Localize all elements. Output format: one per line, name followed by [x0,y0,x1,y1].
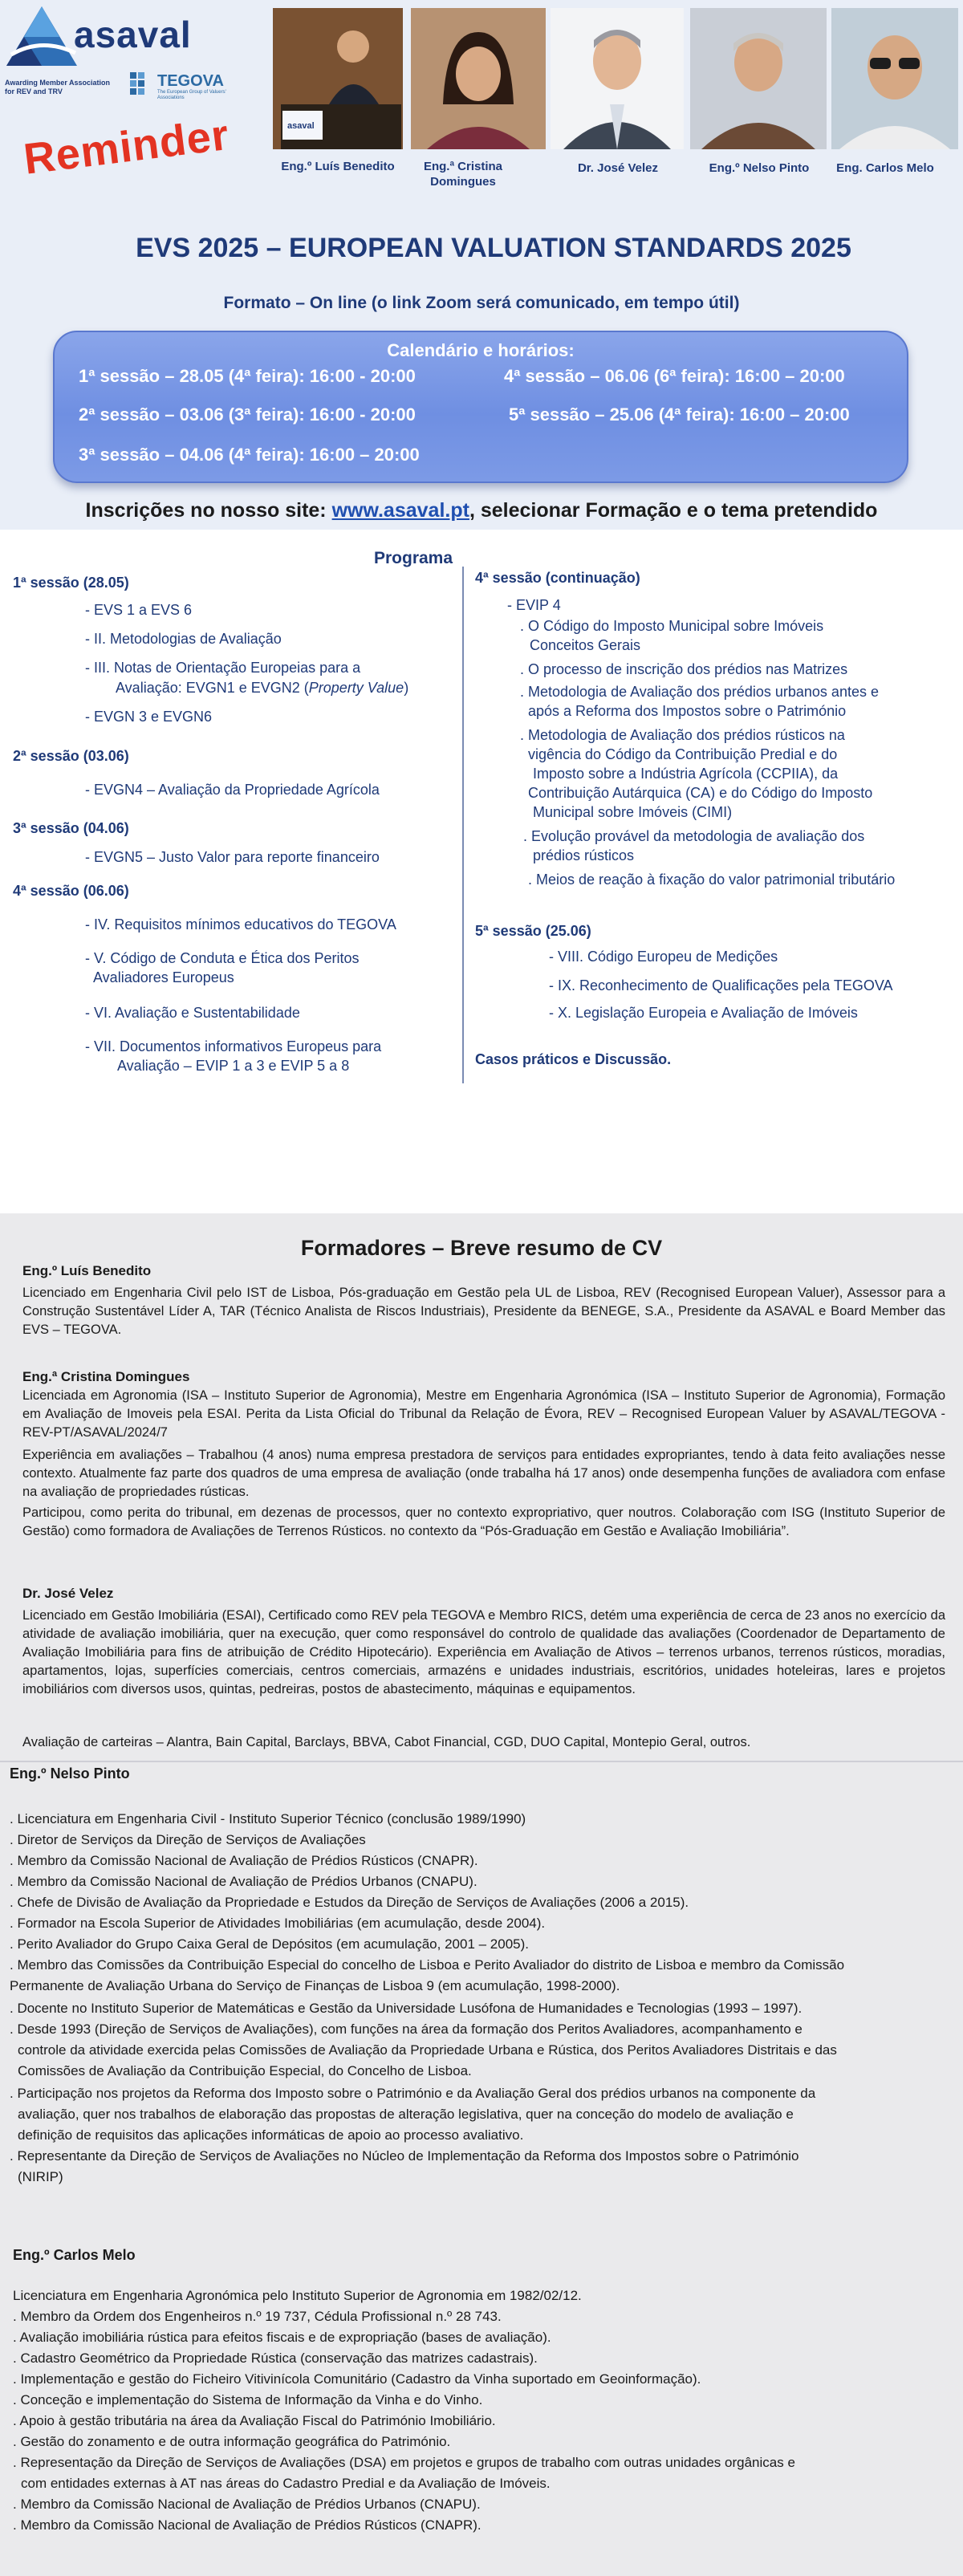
session-4-item: - VII. Documentos informativos Europeus para [85,1038,382,1054]
session-1-item-text: Avaliação: EVGN1 e EVGN2 ( [116,680,309,696]
evip4-item: Municipal sobre Imóveis (CIMI) [533,804,733,820]
session-4-item: - IV. Requisitos mínimos educativos do TEGOVA [85,916,396,932]
session-4-item: Avaliação – EVIP 1 a 3 e EVIP 5 a 8 [117,1058,350,1074]
evip4-item: vigência do Código da Contribuição Predial e do [528,746,838,762]
session-1-item: - III. Notas de Orientação Europeias para a [85,660,361,676]
session-1-item: - EVS 1 a EVS 6 [85,602,193,618]
tegova-logo-mark [128,69,152,101]
cv-line-pinto: . Diretor de Serviços da Direção de Serviços de Avaliações [10,1832,366,1847]
evip4-item: Conceitos Gerais [530,637,641,653]
asaval-wordmark: asaval [74,14,192,55]
session-2-item: - EVGN4 – Avaliação da Propriedade Agrícola [85,782,380,798]
speaker-photo-benedito [273,8,403,149]
cv-text-velez: Licenciado em Gestão Imobiliária (ESAI), Certificado como REV pela TEGOVA e Membro RICS, detém uma experiência de cerca de 23 anos no exercício da atividade de avaliação imobiliária, quer na execução, quer como responsável do controlo de qualidade das avaliações (Coordenador de Departamento de Avaliação Imobiliária para fins de atribuição de Crédito Hipotecário). Experiência em Avaliação de Ativos – terrenos urbanos, terrenos rústicos, moradias, apartamentos, lojas, superfícies comerciais, centros comerciais, armazéns e unidades industriais, escritórios, unidades hoteleiras, lares e projetos imobiliários com diversos usos, quintas, pedreiras, postos de abastecimento, máquinas e equipamentos. [22,1608,945,1696]
cv-line-melo: . Avaliação imobiliária rústica para efeitos fiscais e de expropriação (bases de avaliação). [13,2330,551,2345]
speaker-photo-melo [831,8,958,149]
cv-line-pinto: Permanente de Avaliação Urbana do Serviço de Finanças de Lisboa 9 (em acumulação, 1998-2000). [10,1978,620,1993]
session-4-continuation-heading: 4ª sessão (continuação) [475,570,640,586]
cv-line-pinto: . Membro da Comissão Nacional de Avaliação de Prédios Urbanos (CNAPU). [10,1874,477,1889]
cv-line-melo: . Membro da Comissão Nacional de Avaliação de Prédios Urbanos (CNAPU). [13,2497,481,2512]
subscription-text: Inscrições no nosso site: [85,499,332,522]
calendar-box [53,331,908,483]
evip4-item: . Metodologia de Avaliação dos prédios urbanos antes e [520,684,879,700]
cv-text-domingues: Licenciada em Agronomia (ISA – Instituto Superior de Agronomia), Mestre em Engenharia Agronómica (ISA – Instituto Superior de Agronomia), Formação em Avaliação de Imoveis pela ESAI. Perita da Lista Oficial do Tribunal da Relação de Évora, REV – Recognised European Valuer by ASAVAL/TEGOVA - REV-PT/ASAVAL/2024/7 [22,1388,945,1440]
cv-line-pinto: Comissões de Avaliação da Contribuição Especial, do Concelho de Lisboa. [18,2063,472,2078]
asaval-tagline: Awarding Member Association [5,79,111,87]
asaval-tagline-2: for REV and TRV [5,87,63,95]
cv-line-melo: . Implementação e gestão do Ficheiro Vitivinícola Comunitário (Cadastro da Vinha suportado em Geoinformação). [13,2371,701,2387]
session-5-item: - X. Legislação Europeia e Avaliação de Imóveis [549,1005,858,1021]
cv-line-pinto: . Formador na Escola Superior de Atividades Imobiliárias (em acumulação, desde 2004). [10,1916,546,1931]
page-title: EVS 2025 – EUROPEAN VALUATION STANDARDS 2025 [136,233,851,263]
calendar-session-5: 5ª sessão – 25.06 (4ª feira): 16:00 – 20:00 [509,404,850,425]
calendar-session-1: 1ª sessão – 28.05 (4ª feira): 16:00 - 20:00 [79,366,416,386]
evip4-item: . Metodologia de Avaliação dos prédios rústicos na [520,727,845,743]
cv-line-pinto: . Representante da Direção de Serviços de Avaliações no Núcleo de Implementação da Reforma dos Impostos sobre o Património [10,2148,799,2164]
evip4-item: após a Reforma dos Impostos sobre o Património [528,703,847,719]
cv-name-melo: Eng.º Carlos Melo [13,2247,136,2263]
calendar-title: Calendário e horários: [387,340,575,360]
session-1-item: - II. Metodologias de Avaliação [85,631,282,647]
speaker-photo-pinto [690,8,827,149]
cv-line-pinto: controle da atividade exercida pelas Comissões de Avaliação da Propriedade Urbana e Rústica, dos Peritos Avaliadores Distritais e das [18,2042,837,2058]
svg-text:asaval: asaval [287,121,315,131]
cv-line-pinto: . Docente no Instituto Superior de Matemáticas e Gestão da Universidade Lusófona de Humanidades e Tecnologias (1993 – 1997). [10,2001,802,2016]
session-4-item: - VI. Avaliação e Sustentabilidade [85,1005,300,1021]
cv-line-melo: . Gestão do zonamento e de outra informação geográfica do Património. [13,2434,451,2449]
cv-line-melo: Licenciatura em Engenharia Agronómica pelo Instituto Superior de Agronomia em 1982/02/12. [13,2288,582,2303]
cv-text-domingues-3: Participou, como perita do tribunal, em dezenas de processos, quer no contexto expropriativo, quer noutros. Colaboração com ISG (Instituto Superior de Gestão) como formadora de Avaliações de Terrenos Rústicos. no contexto da “Pós-Graduação em Gestão e Avaliação Imobiliária”. [22,1505,945,1538]
speaker-caption-benedito: Eng.º Luís Benedito [281,160,395,173]
cv-line-pinto: . Membro da Comissão Nacional de Avaliação de Prédios Rústicos (CNAPR). [10,1853,478,1868]
speaker-photo-domingues [411,8,546,149]
session-4-item: Avaliadores Europeus [93,969,234,985]
evip4-item: . O processo de inscrição dos prédios nas Matrizes [520,661,848,677]
tegova-wordmark: TEGOVA [157,72,224,90]
session-1-item-italic: Property Value [308,680,404,696]
cv-line-pinto: . Participação nos projetos da Reforma dos Imposto sobre o Património e da Avaliação Geral dos prédios urbanos na componente da [10,2086,816,2101]
cv-line-pinto: . Desde 1993 (Direção de Serviços de Avaliações), com funções na área da formação dos Peritos Avaliadores, acompanhamento e [10,2021,802,2037]
cv-line-melo: . Membro da Ordem dos Engenheiros n.º 19 737, Cédula Profissional n.º 28 743. [13,2309,502,2324]
session-5-heading: 5ª sessão (25.06) [475,923,591,939]
session-5-item: - IX. Reconhecimento de Qualificações pela TEGOVA [549,977,893,993]
cv-line-pinto: . Membro das Comissões da Contribuição Especial do concelho de Lisboa e Perito Avaliador do distrito de Lisboa e membro da Comissão [10,1957,845,1973]
session-2-heading: 2ª sessão (03.06) [13,748,129,764]
cv-text-benedito: Licenciado em Engenharia Civil pelo IST de Lisboa, Pós-graduação em Gestão pela UL de Lisboa, REV (Recognised European Valuer), Assessor para a Construção Sustentável Líder A, TAR (Técnico Analista de Riscos Industriais), Presidente da BENEGE, S.A., Presidente da ASAVAL e Board Member das EVS – TEGOVA. [22,1286,945,1337]
reminder-label: Reminder [21,110,232,184]
asaval-site-link[interactable]: www.asaval.pt [331,499,469,522]
session-1-item [116,678,408,697]
cv-text-domingues-2: Experiência em avaliações – Trabalhou (4 anos) numa empresa prestadora de serviços para entidades expropriantes, tendo à data feito avaliações nesse contexto. Atualmente faz parte dos quadros de uma empresa de avaliação (onde trabalha há 17 anos) onde desempenha funções de avaliadora com enfase na avaliação de propriedades rústicas. [22,1448,945,1499]
cv-line-pinto: . Licenciatura em Engenharia Civil - Instituto Superior Técnico (conclusão 1989/1990) [10,1811,526,1826]
evip4-item: Imposto sobre a Indústria Agrícola (CCPIIA), da [533,766,839,782]
cv-line-melo: . Cadastro Geométrico da Propriedade Rústica (conservação das matrizes cadastrais). [13,2350,538,2366]
speaker-photo-velez [551,8,684,149]
speaker-caption-velez: Dr. José Velez [577,161,659,175]
calendar-session-2: 2ª sessão – 03.06 (3ª feira): 16:00 - 20:00 [79,404,416,425]
evip4-item: - EVIP 4 [507,597,561,613]
format-line: Formato – On line (o link Zoom será comunicado, em tempo útil) [223,294,740,312]
evip4-item: . O Código do Imposto Municipal sobre Imóveis [520,618,824,634]
cv-name-benedito: Eng.º Luís Benedito [22,1263,152,1278]
speaker-caption-melo: Eng. Carlos Melo [836,161,934,175]
cv-line-melo: . Conceção e implementação do Sistema de Informação da Vinha e do Vinho. [13,2392,483,2407]
cv-name-pinto: Eng.º Nelso Pinto [10,1765,130,1782]
cv-line-pinto: . Chefe de Divisão de Avaliação da Propriedade e Estudos da Direção de Serviços de Avaliações (2006 a 2015). [10,1895,689,1910]
speaker-caption-domingues: Eng.ª Cristina Domingues [423,160,503,189]
session-3-heading: 3ª sessão (04.06) [13,820,129,836]
programa-title: Programa [374,549,453,567]
evip4-item: . Meios de reação à fixação do valor patrimonial tributário [528,872,896,888]
cv-title: Formadores – Breve resumo de CV [300,1236,663,1260]
cv-line-melo: . Membro da Comissão Nacional de Avaliação de Prédios Rústicos (CNAPR). [13,2517,482,2533]
session-4-item: - V. Código de Conduta e Ética dos Peritos [85,950,360,966]
asaval-logo-mark [3,5,80,69]
calendar-session-4: 4ª sessão – 06.06 (6ª feira): 16:00 – 20:00 [504,366,845,386]
session-5-item: - VIII. Código Europeu de Medições [549,949,778,965]
programa-divider [462,567,464,1083]
cv-name-velez: Dr. José Velez [22,1586,114,1601]
session-3-item: - EVGN5 – Justo Valor para reporte financeiro [85,849,380,865]
evip4-item: . Evolução provável da metodologia de avaliação dos [523,828,865,844]
cv-line-pinto: avaliação, quer nos trabalhos de elaboração das propostas de alteração legislativa, quer na conceção do modelo de avaliação e [18,2107,794,2122]
cv-line-pinto: . Perito Avaliador do Grupo Caixa Geral de Depósitos (em acumulação, 2001 – 2005). [10,1936,529,1952]
calendar-session-3: 3ª sessão – 04.06 (4ª feira): 16:00 – 20:00 [79,445,420,465]
cv-line-pinto: (NIRIP) [18,2169,63,2184]
cv-line-pinto: definição de requisitos das aplicações informáticas de apoio ao processo avaliativo. [18,2127,524,2143]
cv-name-domingues: Eng.ª Cristina Domingues [22,1369,190,1384]
cv-line-melo: . Apoio à gestão tributária na área da Avaliação Fiscal do Património Imobiliário. [13,2413,496,2428]
subscription-text-after: , selecionar Formação e o tema pretendido [469,499,878,522]
evip4-item: Contribuição Autárquica (CA) e do Código do Imposto [528,785,873,801]
cv-line-melo: com entidades externas à AT nas áreas do Cadastro Predial e da Avaliação de Imóveis. [21,2476,551,2491]
evip4-item: prédios rústicos [533,847,635,863]
tegova-tagline: The European Group of Valuers' Associations [157,90,226,100]
cv-line-melo: . Representação da Direção de Serviços de Avaliações (DSA) em projetos e grupos de trabalho com outras unidades orgânicas e [13,2455,795,2470]
subscription-line [0,499,963,522]
session-1-item-close: ) [404,680,409,696]
cv-text-velez-2: Avaliação de carteiras – Alantra, Bain Capital, Barclays, BBVA, Cabot Financial, CGD, DUO Capital, Montepio Geral, outros. [22,1735,751,1749]
session-1-heading: 1ª sessão (28.05) [13,575,129,591]
session-1-item: - EVGN 3 e EVGN6 [85,709,213,725]
session-4-heading: 4ª sessão (06.06) [13,883,129,899]
speaker-caption-pinto: Eng.º Nelso Pinto [709,161,810,175]
closing-line: Casos práticos e Discussão. [475,1051,672,1067]
header-banner [0,0,963,530]
